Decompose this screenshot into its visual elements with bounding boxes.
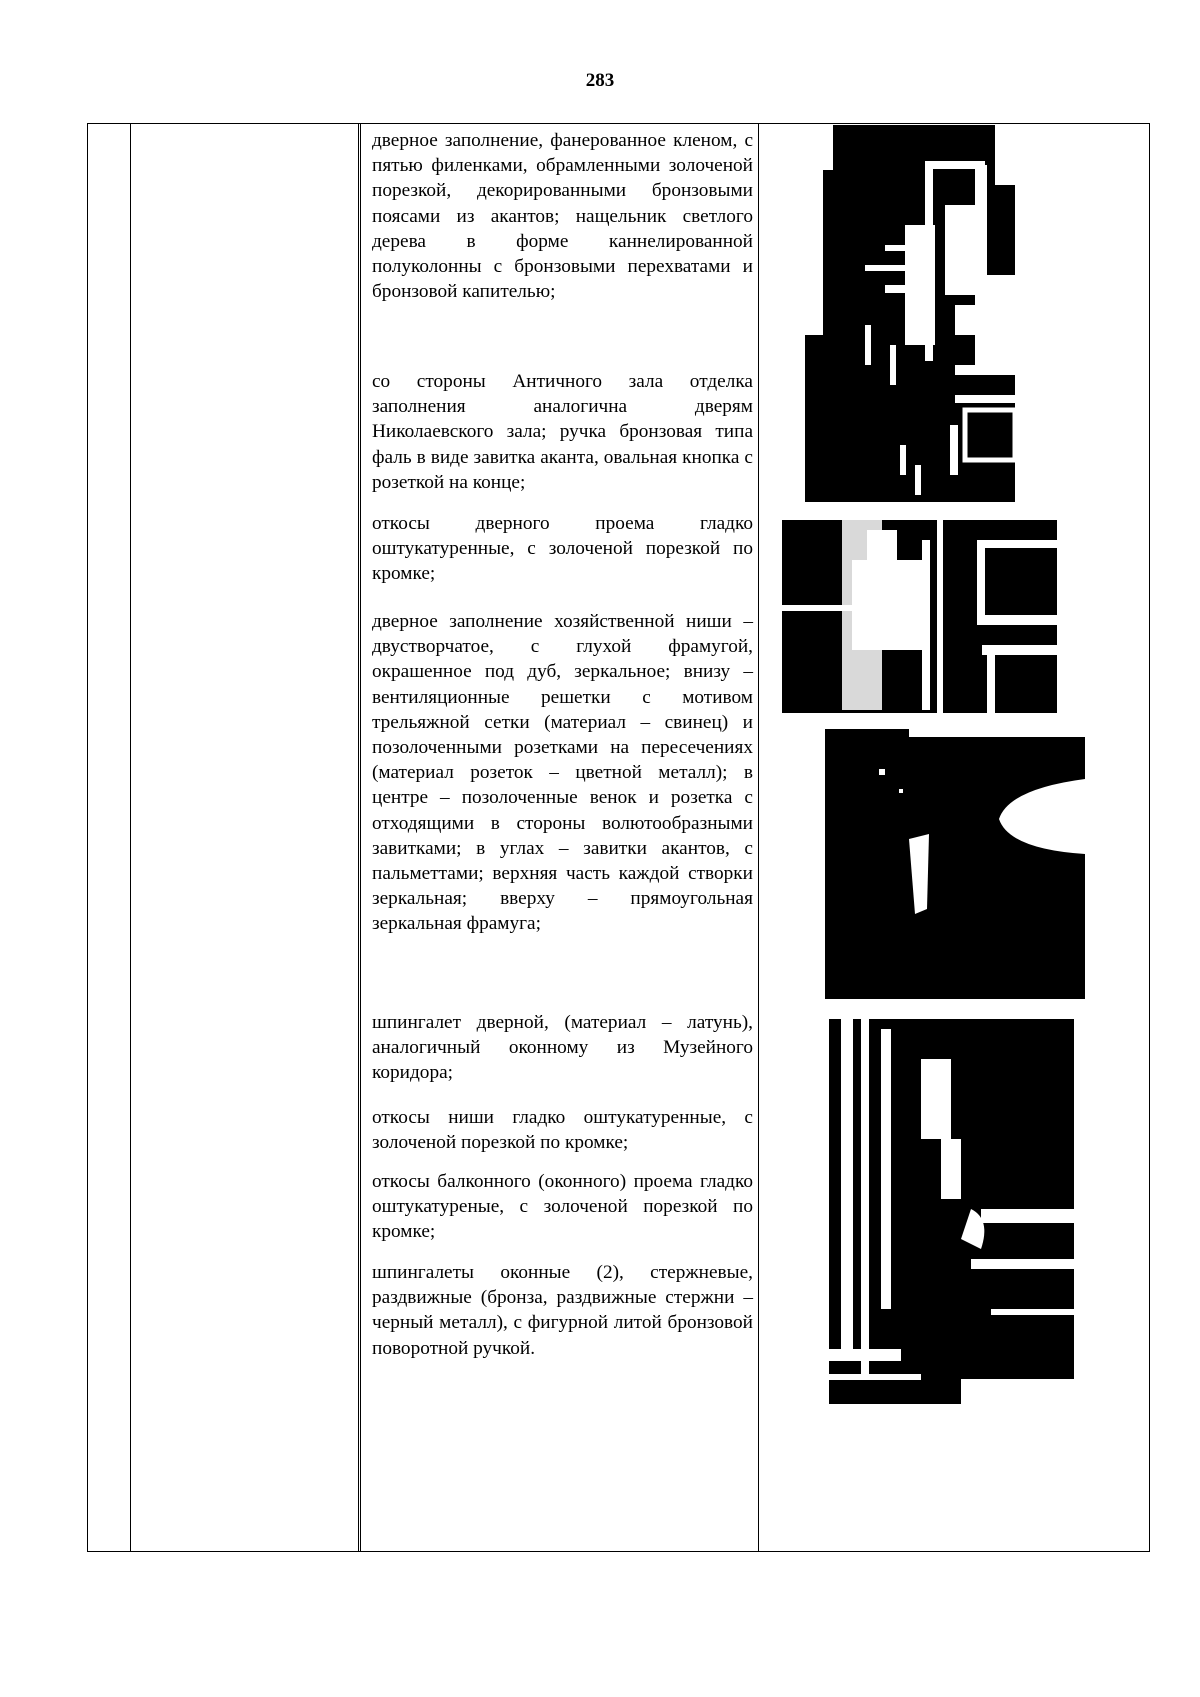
photo-window-latch xyxy=(821,1019,1074,1404)
paragraph-window-latches: шпингалеты оконные (2), стержневые, раздвижные (бронза, раздвижные стержни – черный металл), с фигурной литой бронзовой поворотной ручкой. xyxy=(372,1262,753,1359)
photo-latch xyxy=(819,729,1085,999)
column-divider xyxy=(130,124,131,1551)
paragraph-balcony-jambs: откосы балконного (оконного) проема гладко оштукатуреные, с золоченой порезкой по кромке; xyxy=(372,1171,753,1243)
photo-door-panels xyxy=(805,125,1032,502)
document-table xyxy=(87,123,1150,1552)
paragraph-door-latch: шпингалет дверной, (материал – латунь), аналогичный оконному из Музейного коридора; xyxy=(372,1012,753,1084)
paragraph-niche-door: дверное заполнение хозяйственной ниши – двустворчатое, с глухой фрамугой, окрашенное под дуб, зеркальное; внизу – вентиляционные решетки с мотивом трельяжной сетки (материал – свинец) и позолоченными розетками на пересечениях (материал розеток – цветной металл); в центре – позолоченные венок и розетка с отходящими в стороны волютообразными завитками; в углах – завитки акантов, с пальметтами; верхняя часть каждой створки зеркальная; вверху – прямоугольная зеркальная фрамуга; xyxy=(372,611,753,935)
paragraph-door-jambs: откосы дверного проема гладко оштукатуренные, с золоченой порезкой по кромке; xyxy=(372,513,753,585)
page-number: 283 xyxy=(585,70,615,91)
paragraph-door-filling: дверное заполнение, фанерованное кленом, с пятью филенками, обрамленными золоченой порезкой, декорированными бронзовыми поясами из акантов; нащельник светлого дерева в форме каннелированной полуколонны с бронзовыми перехватами и бронзовой капителью; xyxy=(372,130,753,303)
photo-door-jamb xyxy=(782,520,1057,713)
paragraph-antique-hall: со стороны Античного зала отделка заполнения аналогична дверям Николаевского зала; ручка бронзовая типа фаль в виде завитка аканта, овальная кнопка с розеткой на конце; xyxy=(372,371,753,493)
column-divider-text xyxy=(358,124,359,1551)
paragraph-niche-jambs: откосы ниши гладко оштукатуренные, с золоченой порезкой по кромке; xyxy=(372,1107,753,1154)
column-divider xyxy=(360,124,361,1551)
column-divider-photo xyxy=(758,124,759,1551)
